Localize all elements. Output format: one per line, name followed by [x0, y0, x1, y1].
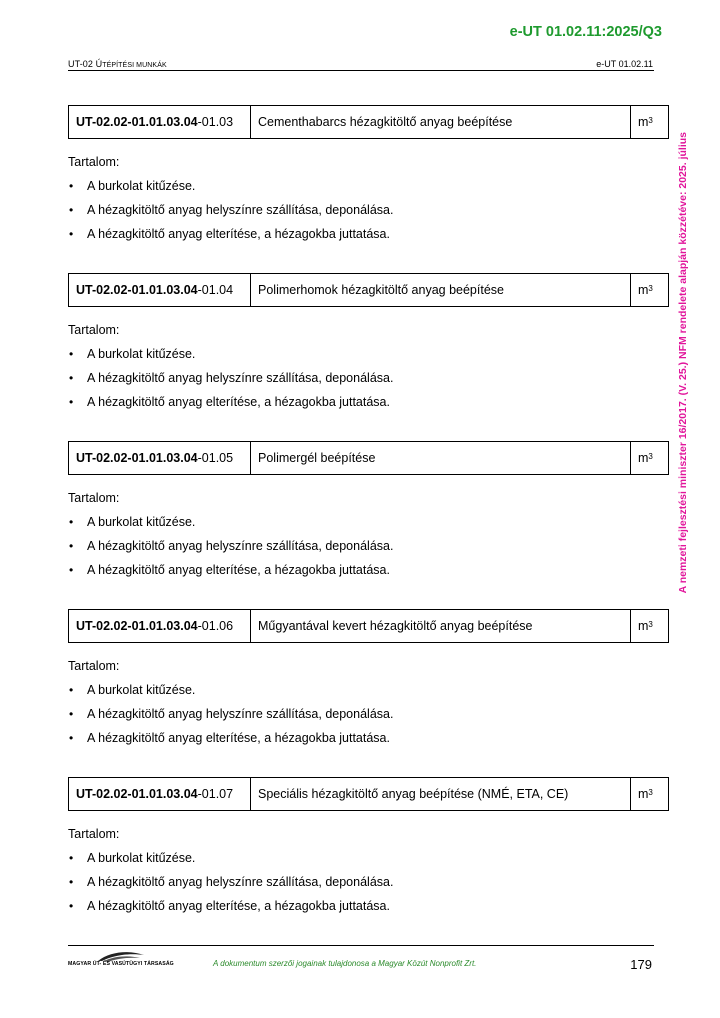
- item-unit: m $^3$: [638, 451, 653, 465]
- list-item: • A hézagkitöltő anyag helyszínre szállítása, deponálása.: [69, 875, 394, 889]
- item-table: [68, 105, 669, 139]
- side-note-text: A nemzeti fejlesztési miniszter 16/2017. (V. 25.) NFM rendelete alapján közzétéve: 2025. július: [677, 132, 689, 594]
- list-item: • A hézagkitöltő anyag elterítése, a hézagokba juttatása.: [69, 731, 390, 745]
- item-code: [69, 442, 251, 474]
- bullet-icon: •: [69, 395, 74, 409]
- list-item: • A hézagkitöltő anyag helyszínre szállítása, deponálása.: [69, 707, 394, 721]
- item-section: [68, 105, 669, 242]
- item-code-suffix: -01.06: [197, 619, 234, 633]
- item-unit: m $^3$: [638, 787, 653, 801]
- bullet-icon: •: [69, 731, 74, 745]
- footer-logo: [68, 949, 174, 971]
- content-label: Tartalom:: [68, 323, 120, 337]
- item-code-suffix: -01.04: [197, 283, 234, 297]
- footer-org-name: MAGYAR ÚT- ÉS VASÚTÜGYI TÁRSASÁG: [68, 961, 174, 967]
- list-item: • A hézagkitöltő anyag helyszínre szállítása, deponálása.: [69, 203, 394, 217]
- list-item: • A burkolat kitűzése.: [69, 683, 196, 697]
- item-code-bold: UT-02.02-01.01.03.04: [76, 451, 198, 465]
- content-label: Tartalom:: [68, 155, 120, 169]
- bullet-icon: •: [69, 851, 74, 865]
- list-item: • A burkolat kitűzése.: [69, 851, 196, 865]
- item-code-suffix: -01.03: [197, 115, 234, 129]
- item-unit: m $^3$: [638, 115, 653, 129]
- content-list: [68, 178, 669, 242]
- bullet-icon: •: [69, 563, 74, 577]
- header-divider: [68, 70, 654, 71]
- bullet-icon: •: [69, 515, 74, 529]
- list-item: • A hézagkitöltő anyag elterítése, a hézagokba juttatása.: [69, 563, 390, 577]
- content-label: Tartalom:: [68, 827, 120, 841]
- content-list: [68, 682, 669, 746]
- footer-divider: [68, 945, 654, 946]
- running-header-right: e-UT 01.02.11: [596, 59, 653, 69]
- item-section: [68, 441, 669, 578]
- footer-copyright: A dokumentum szerzői jogainak tulajdonosa a Magyar Közút Nonprofit Zrt.: [213, 959, 477, 968]
- bullet-icon: •: [69, 707, 74, 721]
- item-table: [68, 777, 669, 811]
- item-code: [69, 610, 251, 642]
- content-list: [68, 346, 669, 410]
- item-code-bold: UT-02.02-01.01.03.04: [76, 115, 198, 129]
- bullet-icon: •: [69, 899, 74, 913]
- item-code-bold: UT-02.02-01.01.03.04: [76, 619, 198, 633]
- header-rest: TÉPÍTÉSI MUNKÁK: [102, 62, 167, 69]
- item-table: [68, 273, 669, 307]
- item-unit: m $^3$: [638, 619, 653, 633]
- page-number: 179: [630, 957, 652, 972]
- item-code-suffix: -01.05: [197, 451, 234, 465]
- item-section: [68, 777, 669, 914]
- bullet-icon: •: [69, 539, 74, 553]
- content-list: [68, 514, 669, 578]
- item-code: [69, 106, 251, 138]
- list-item: • A hézagkitöltő anyag helyszínre szállítása, deponálása.: [69, 539, 394, 553]
- item-title: Speciális hézagkitöltő anyag beépítése (NMÉ, ETA, CE): [251, 778, 631, 810]
- list-item: • A hézagkitöltő anyag elterítése, a hézagokba juttatása.: [69, 227, 390, 241]
- running-header-left: [68, 59, 167, 69]
- item-section: [68, 273, 669, 410]
- item-title: Polimerhomok hézagkitöltő anyag beépítése: [251, 274, 631, 306]
- bullet-icon: •: [69, 683, 74, 697]
- bullet-icon: •: [69, 347, 74, 361]
- content-label: Tartalom:: [68, 491, 120, 505]
- content-label: Tartalom:: [68, 659, 120, 673]
- list-item: • A burkolat kitűzése.: [69, 347, 196, 361]
- header-prefix: UT-02: [68, 59, 96, 69]
- item-section: [68, 609, 669, 746]
- item-code-suffix: -01.07: [197, 787, 234, 801]
- bullet-icon: •: [69, 227, 74, 241]
- list-item: • A hézagkitöltő anyag elterítése, a hézagokba juttatása.: [69, 395, 390, 409]
- document-code: e-UT 01.02.11:2025/Q3: [509, 24, 662, 40]
- item-title: Műgyantával kevert hézagkitöltő anyag beépítése: [251, 610, 631, 642]
- bullet-icon: •: [69, 203, 74, 217]
- list-item: • A burkolat kitűzése.: [69, 515, 196, 529]
- item-code: [69, 274, 251, 306]
- list-item: • A burkolat kitűzése.: [69, 179, 196, 193]
- item-code-bold: UT-02.02-01.01.03.04: [76, 283, 198, 297]
- item-code-bold: UT-02.02-01.01.03.04: [76, 787, 198, 801]
- item-unit: m $^3$: [638, 283, 653, 297]
- item-table: [68, 441, 669, 475]
- bullet-icon: •: [69, 371, 74, 385]
- side-publication-note: [675, 96, 691, 630]
- list-item: • A hézagkitöltő anyag elterítése, a hézagokba juttatása.: [69, 899, 390, 913]
- item-title: Cementhabarcs hézagkitöltő anyag beépítése: [251, 106, 631, 138]
- item-title: Polimergél beépítése: [251, 442, 631, 474]
- bullet-icon: •: [69, 875, 74, 889]
- content-list: [68, 850, 669, 914]
- item-code: [69, 778, 251, 810]
- item-table: [68, 609, 669, 643]
- bullet-icon: •: [69, 179, 74, 193]
- header-first-letter: Ú: [95, 59, 103, 69]
- list-item: • A hézagkitöltő anyag helyszínre szállítása, deponálása.: [69, 371, 394, 385]
